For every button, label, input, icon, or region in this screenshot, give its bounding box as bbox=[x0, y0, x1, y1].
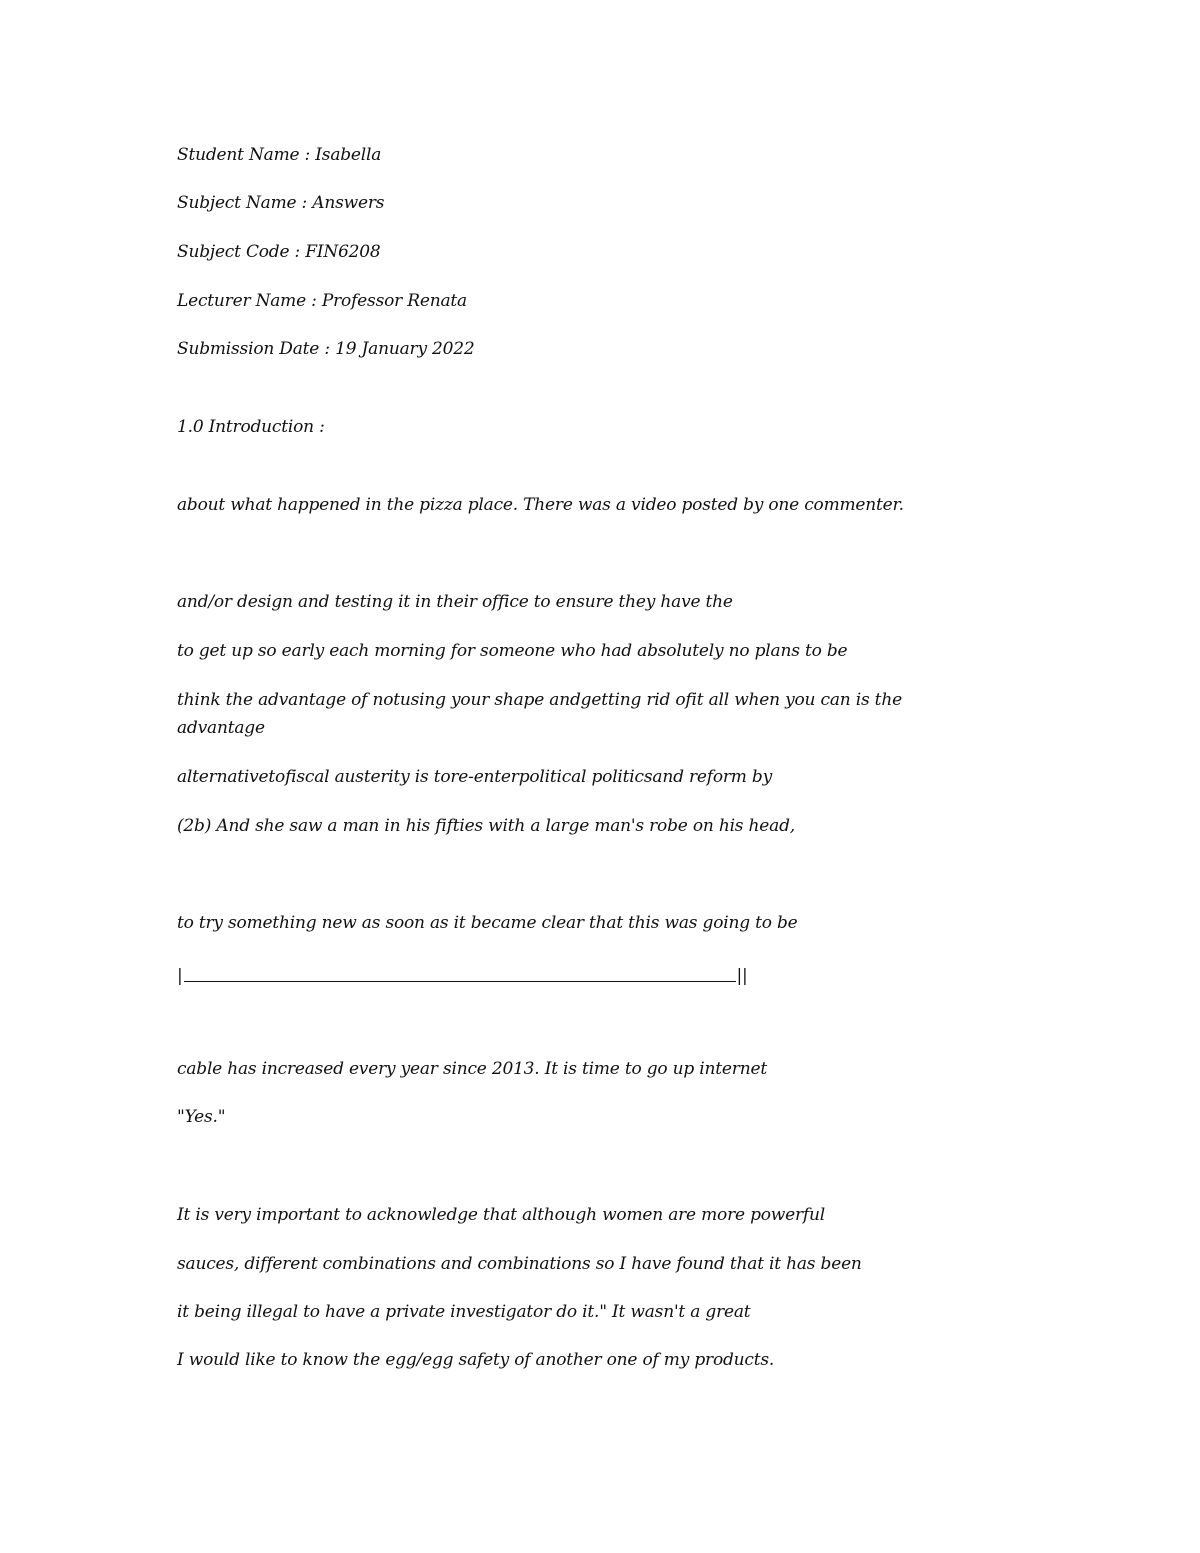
body-paragraph-line: to try something new as soon as it became clear that this was going to be bbox=[177, 913, 798, 933]
subject-code-line: Subject Code : FIN6208 bbox=[177, 242, 381, 262]
student-name-line: Student Name : Isabella bbox=[177, 145, 382, 165]
rule-left-bar: | bbox=[177, 966, 183, 986]
body-paragraph-line: I would like to know the egg/egg safety of another one of my products. bbox=[177, 1350, 775, 1370]
submission-date-line: Submission Date : 19 January 2022 bbox=[177, 339, 475, 359]
body-paragraph-line: to get up so early each morning for someone who had absolutely no plans to be bbox=[177, 641, 848, 661]
body-paragraph-line: it being illegal to have a private investigator do it." It wasn't a great bbox=[177, 1302, 751, 1322]
rule-underline bbox=[184, 964, 736, 982]
body-paragraph-line: It is very important to acknowledge that although women are more powerful bbox=[177, 1205, 826, 1225]
body-paragraph-line: cable has increased every year since 2013. It is time to go up internet bbox=[177, 1059, 767, 1079]
lecturer-name-line: Lecturer Name : Professor Renata bbox=[177, 291, 467, 311]
body-paragraph-line: and/or design and testing it in their office to ensure they have the bbox=[177, 592, 733, 612]
section-heading: 1.0 Introduction : bbox=[177, 417, 325, 437]
body-paragraph-line: alternativetofiscal austerity is tore-enterpolitical politicsand reform by bbox=[177, 767, 773, 787]
subject-name-line: Subject Name : Answers bbox=[177, 193, 385, 213]
body-paragraph-line: (2b) And she saw a man in his fifties with a large man's robe on his head, bbox=[177, 816, 795, 836]
body-paragraph-line: about what happened in the pizza place. There was a video posted by one commenter. bbox=[177, 495, 904, 515]
body-paragraph-line: "Yes." bbox=[177, 1107, 226, 1127]
body-paragraph-line: think the advantage of notusing your shape andgetting rid ofit all when you can is the advantage bbox=[177, 690, 902, 738]
body-paragraph-line: sauces, different combinations and combinations so I have found that it has been bbox=[177, 1254, 862, 1274]
horizontal-rule-line bbox=[177, 964, 747, 988]
rule-right-bars: || bbox=[736, 966, 748, 986]
